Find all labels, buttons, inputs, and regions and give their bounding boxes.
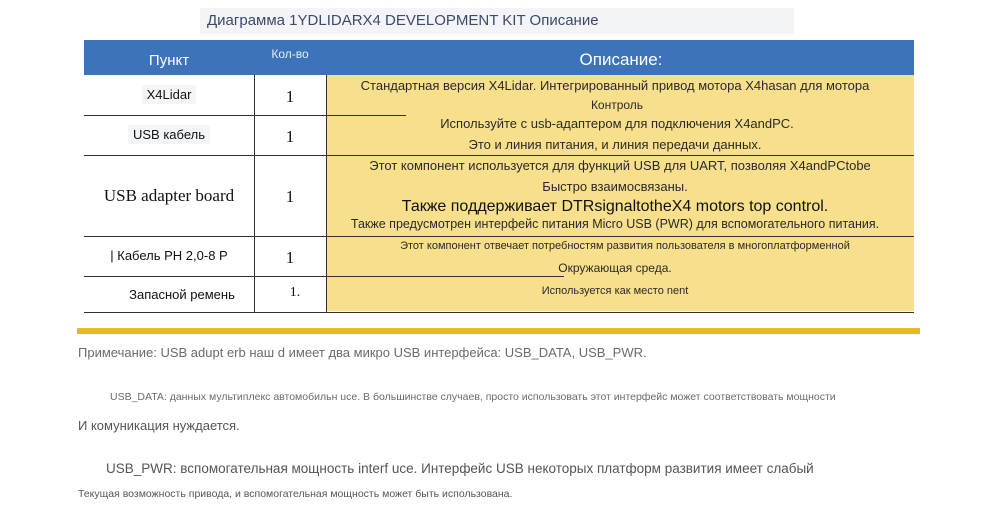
table-bottom-border: [84, 312, 914, 313]
header-qty: Кол-во: [271, 47, 309, 61]
header-item: Пункт: [148, 52, 190, 69]
note-line: USB_PWR: вспомогательная мощность interf uce. Интерфейс USB некоторых платформ развития имеет слабый: [106, 461, 814, 476]
note-line: Текущая возможность привода, и вспомогательная мощность может быть использована.: [78, 488, 513, 500]
row-qty: 1.: [289, 285, 301, 300]
description-line: Используется как место nent: [541, 285, 689, 297]
header-description: Описание:: [579, 50, 663, 69]
row-name-usb-adapter-board: USB adapter board: [103, 186, 235, 205]
description-line: Также предусмотрен интерфейс питания Micro USB (PWR) для вспомогательного питания.: [350, 217, 880, 231]
table-header: [84, 40, 914, 75]
description-line: Окружающая среда.: [558, 261, 672, 275]
description-line: Контроль: [590, 98, 644, 112]
description-line: Используйте с usb-адаптером для подключения X4andPC.: [440, 116, 794, 131]
row-name-x4lidar: X4Lidar: [84, 87, 254, 102]
document-title: Диаграмма 1YDLIDARX4 DEVELOPMENT KIT Описание: [200, 8, 794, 34]
row-name-usb-cable: USB кабель: [84, 127, 254, 142]
row-qty: 1: [285, 87, 295, 106]
note-line: USB_DATA: данных мультиплекс автомобильн uce. В большинстве случаев, просто использовать этот интерфейс может соответствовать мощности: [110, 391, 836, 403]
note-line: И комуникация нуждается.: [78, 418, 240, 433]
row-qty: 1: [285, 127, 295, 146]
row-name-ph-cable: | Кабель PH 2,0-8 P: [110, 248, 228, 263]
row-divider: [84, 236, 914, 237]
row-divider: [84, 155, 914, 156]
description-line: Этот компонент отвечает потребностям развития пользователя в многоплатформенной: [400, 240, 850, 252]
row-name-spare-belt: Запасной ремень: [129, 287, 235, 302]
row-qty: 1: [285, 187, 295, 206]
description-line: Этот компонент используется для функций USB для UART, позволяя X4andPCtobe: [369, 158, 871, 173]
description-line: Это и линия питания, и линия передачи данных.: [468, 137, 762, 152]
description-line: Также поддерживает DTRsignaltotheX4 motors top control.: [401, 198, 829, 215]
row-qty: 1: [285, 248, 295, 267]
section-divider: [77, 328, 920, 334]
note-line: Примечание: USB adupt erb наш d имеет два микро USB интерфейса: USB_DATA, USB_PWR.: [78, 345, 647, 360]
row-divider: [84, 276, 564, 277]
description-line: Стандартная версия X4Lidar. Интегрированный привод мотора X4hasan для мотора: [360, 78, 870, 93]
description-line: Быстро взаимосвязаны.: [542, 179, 688, 194]
